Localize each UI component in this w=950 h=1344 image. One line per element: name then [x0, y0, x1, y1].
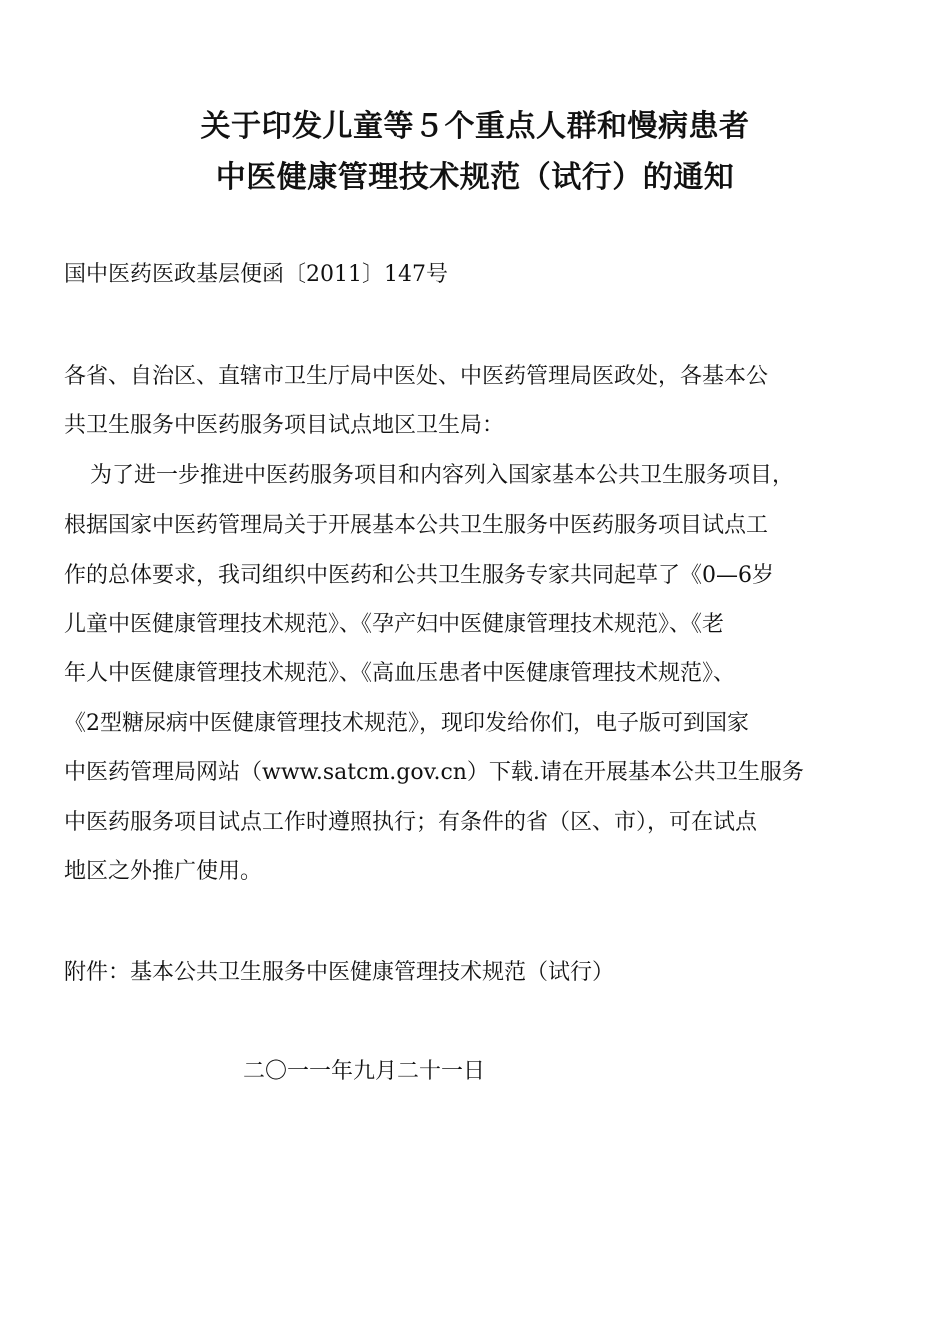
document-title-line-1: 关于印发儿童等５个重点人群和慢病患者 — [200, 109, 750, 144]
body-line: 中医药服务项目试点工作时遵照执行；有条件的省（区、市），可在试点 — [64, 810, 758, 835]
body-line: 根据国家中医药管理局关于开展基本公共卫生服务中医药服务项目试点工 — [64, 513, 769, 538]
body-line: 地区之外推广使用。 — [64, 859, 263, 884]
body-line: 中医药管理局网站（www.satcm.gov.cn）下载.请在开展基本公共卫生服务 — [64, 760, 804, 785]
document-number: 国中医药医政基层便函〔2011〕147号 — [64, 262, 448, 287]
body-line: 作的总体要求，我司组织中医药和公共卫生服务专家共同起草了《0—6岁 — [64, 563, 774, 588]
attachment-note: 附件：基本公共卫生服务中医健康管理技术规范（试行） — [64, 960, 615, 985]
document-title-line-2: 中医健康管理技术规范（试行）的通知 — [215, 160, 735, 195]
document-date: 二〇一一年九月二十一日 — [243, 1059, 486, 1084]
body-line: 为了进一步推进中医药服务项目和内容列入国家基本公共卫生服务项目， — [90, 463, 795, 488]
body-line: 儿童中医健康管理技术规范》、《孕产妇中医健康管理技术规范》、《老 — [64, 612, 725, 637]
addressee-line: 共卫生服务中医药服务项目试点地区卫生局： — [64, 413, 505, 438]
body-line: 年人中医健康管理技术规范》、《高血压患者中医健康管理技术规范》、 — [64, 661, 736, 686]
addressee-line: 各省、自治区、直辖市卫生厅局中医处、中医药管理局医政处，各基本公 — [64, 364, 769, 389]
body-line: 《2型糖尿病中医健康管理技术规范》，现印发给你们，电子版可到国家 — [64, 711, 749, 736]
